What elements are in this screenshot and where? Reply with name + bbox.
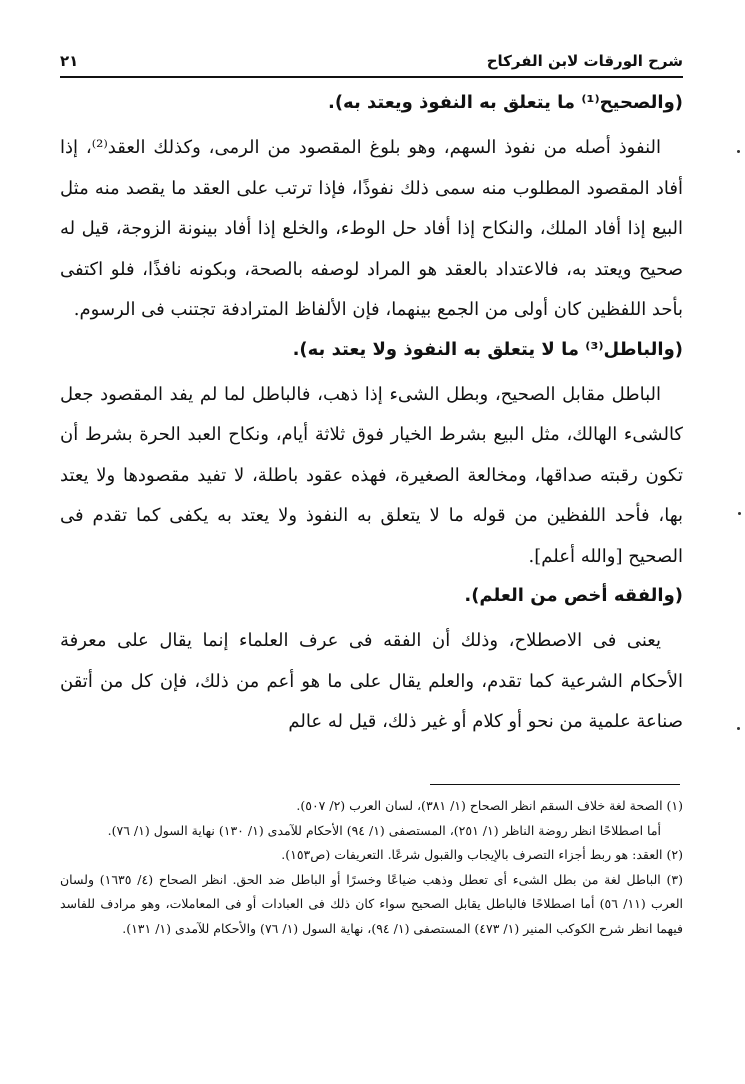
page-number: ٢١ [60,52,79,70]
footnote-1: (١) الصحة لغة خلاف السقم انظر الصحاح (١/ ٣٨١)، لسان العرب (٢/ ٥٠٧). [296,798,683,813]
section-heading-fiqh: (والفقه أخص من العلم). [464,585,683,606]
header-rule [60,76,683,78]
scan-speck [737,727,740,730]
section-heading-sahih: (والصحيح⁽¹⁾ ما يتعلق به النفوذ ويعتد به). [327,92,683,113]
page-header [60,40,683,70]
section-heading-batil: (والباطل⁽³⁾ ما لا يتعلق به النفوذ ولا يعتد به). [292,338,683,360]
paragraph-fiqh: يعنى فى الاصطلاح، وذلك أن الفقه فى عرف العلماء إنما يقال على معرفة الأحكام الشرعية كما تقدم، والعلم يقال على ما هو أعم من ذلك، فإن كل من أتقن صناعة علمية من نحو أو كلام أو غير ذلك، قيل له عالم [60,630,683,732]
footnote-separator [430,784,680,785]
scan-speck [737,150,740,153]
footnote-2: (٢) العقد: هو ربط أجزاء التصرف بالإيجاب والقبول شرعًا. التعريفات (ص١٥٣). [281,847,683,863]
footnotes [60,794,683,942]
footnote-1-continued: أما اصطلاحًا انظر روضة الناظر (١/ ٢٥١)، المستصفى (١/ ٩٤) الأحكام للآمدى (١/ ١٣٠) نهاية السول (١/ ٧٦). [107,822,661,838]
footnote-3: (٣) الباطل لغة من بطل الشىء أى تعطل وذهب ضياعًا وخسرًا أو الباطل ضد الحق. انظر الصحاح (٤/ ١٦٣٥) ولسان العرب (١١/ ٥٦) أما اصطلاحًا فالباطل يقابل الصحيح سواء كان ذلك فى العبادات أو فى المعاملات، وهو مرادف للفاسد فيهما انظر شرح الكوكب المنير (١/ ٤٧٣) المستصفى (١/ ٩٤)، نهاية السول (١/ ٧٦) والأحكام للآمدى (١/ ١٣١). [60,871,684,936]
scan-speck [738,512,741,515]
paragraph-batil: الباطل مقابل الصحيح، وبطل الشىء إذا ذهب، فالباطل لما لم يفد المقصود جعل كالشىء الهالك، مثل البيع بشرط الخيار فوق ثلاثة أيام، ونكاح العبد الحرة بشرط أن تكون رقبته صداقها، ومخالعة الصغيرة، فهذه عقود باطلة، لا تفيد مقصودها ولا يعتد بها، فأحد اللفظين من قوله ما لا يتعلق به النفوذ ولا يعتد به يكفى كما تقدم فى الصحيح [والله أعلم]. [60,383,683,567]
main-text [60,84,683,747]
paragraph-sahih: النفوذ أصله من نفوذ السهم، وهو بلوغ المقصود من الرمى، وكذلك العقد⁽²⁾، إذا أفاد المقصود المطلوب منه سمى ذلك نفوذًا، فإذا ترتب على العقد ما يقصد منه مثل البيع إذا أفاد الملك، والنكاح إذا أفاد حل الوطء، والخلع إذا أفاد بينونة الزوجة، قيل له صحيح ويعتد به، فالاعتداد بالعقد هو المراد لوصفه بالصحة، وبكونه نافذًا، فلو اكتفى بأحد اللفظين كان أولى من الجمع بينهما، فإن الألفاظ المترادفة تجتنب فى الرسوم. [60,137,683,320]
book-title: شرح الورقات لابن الفركاح [486,52,683,70]
